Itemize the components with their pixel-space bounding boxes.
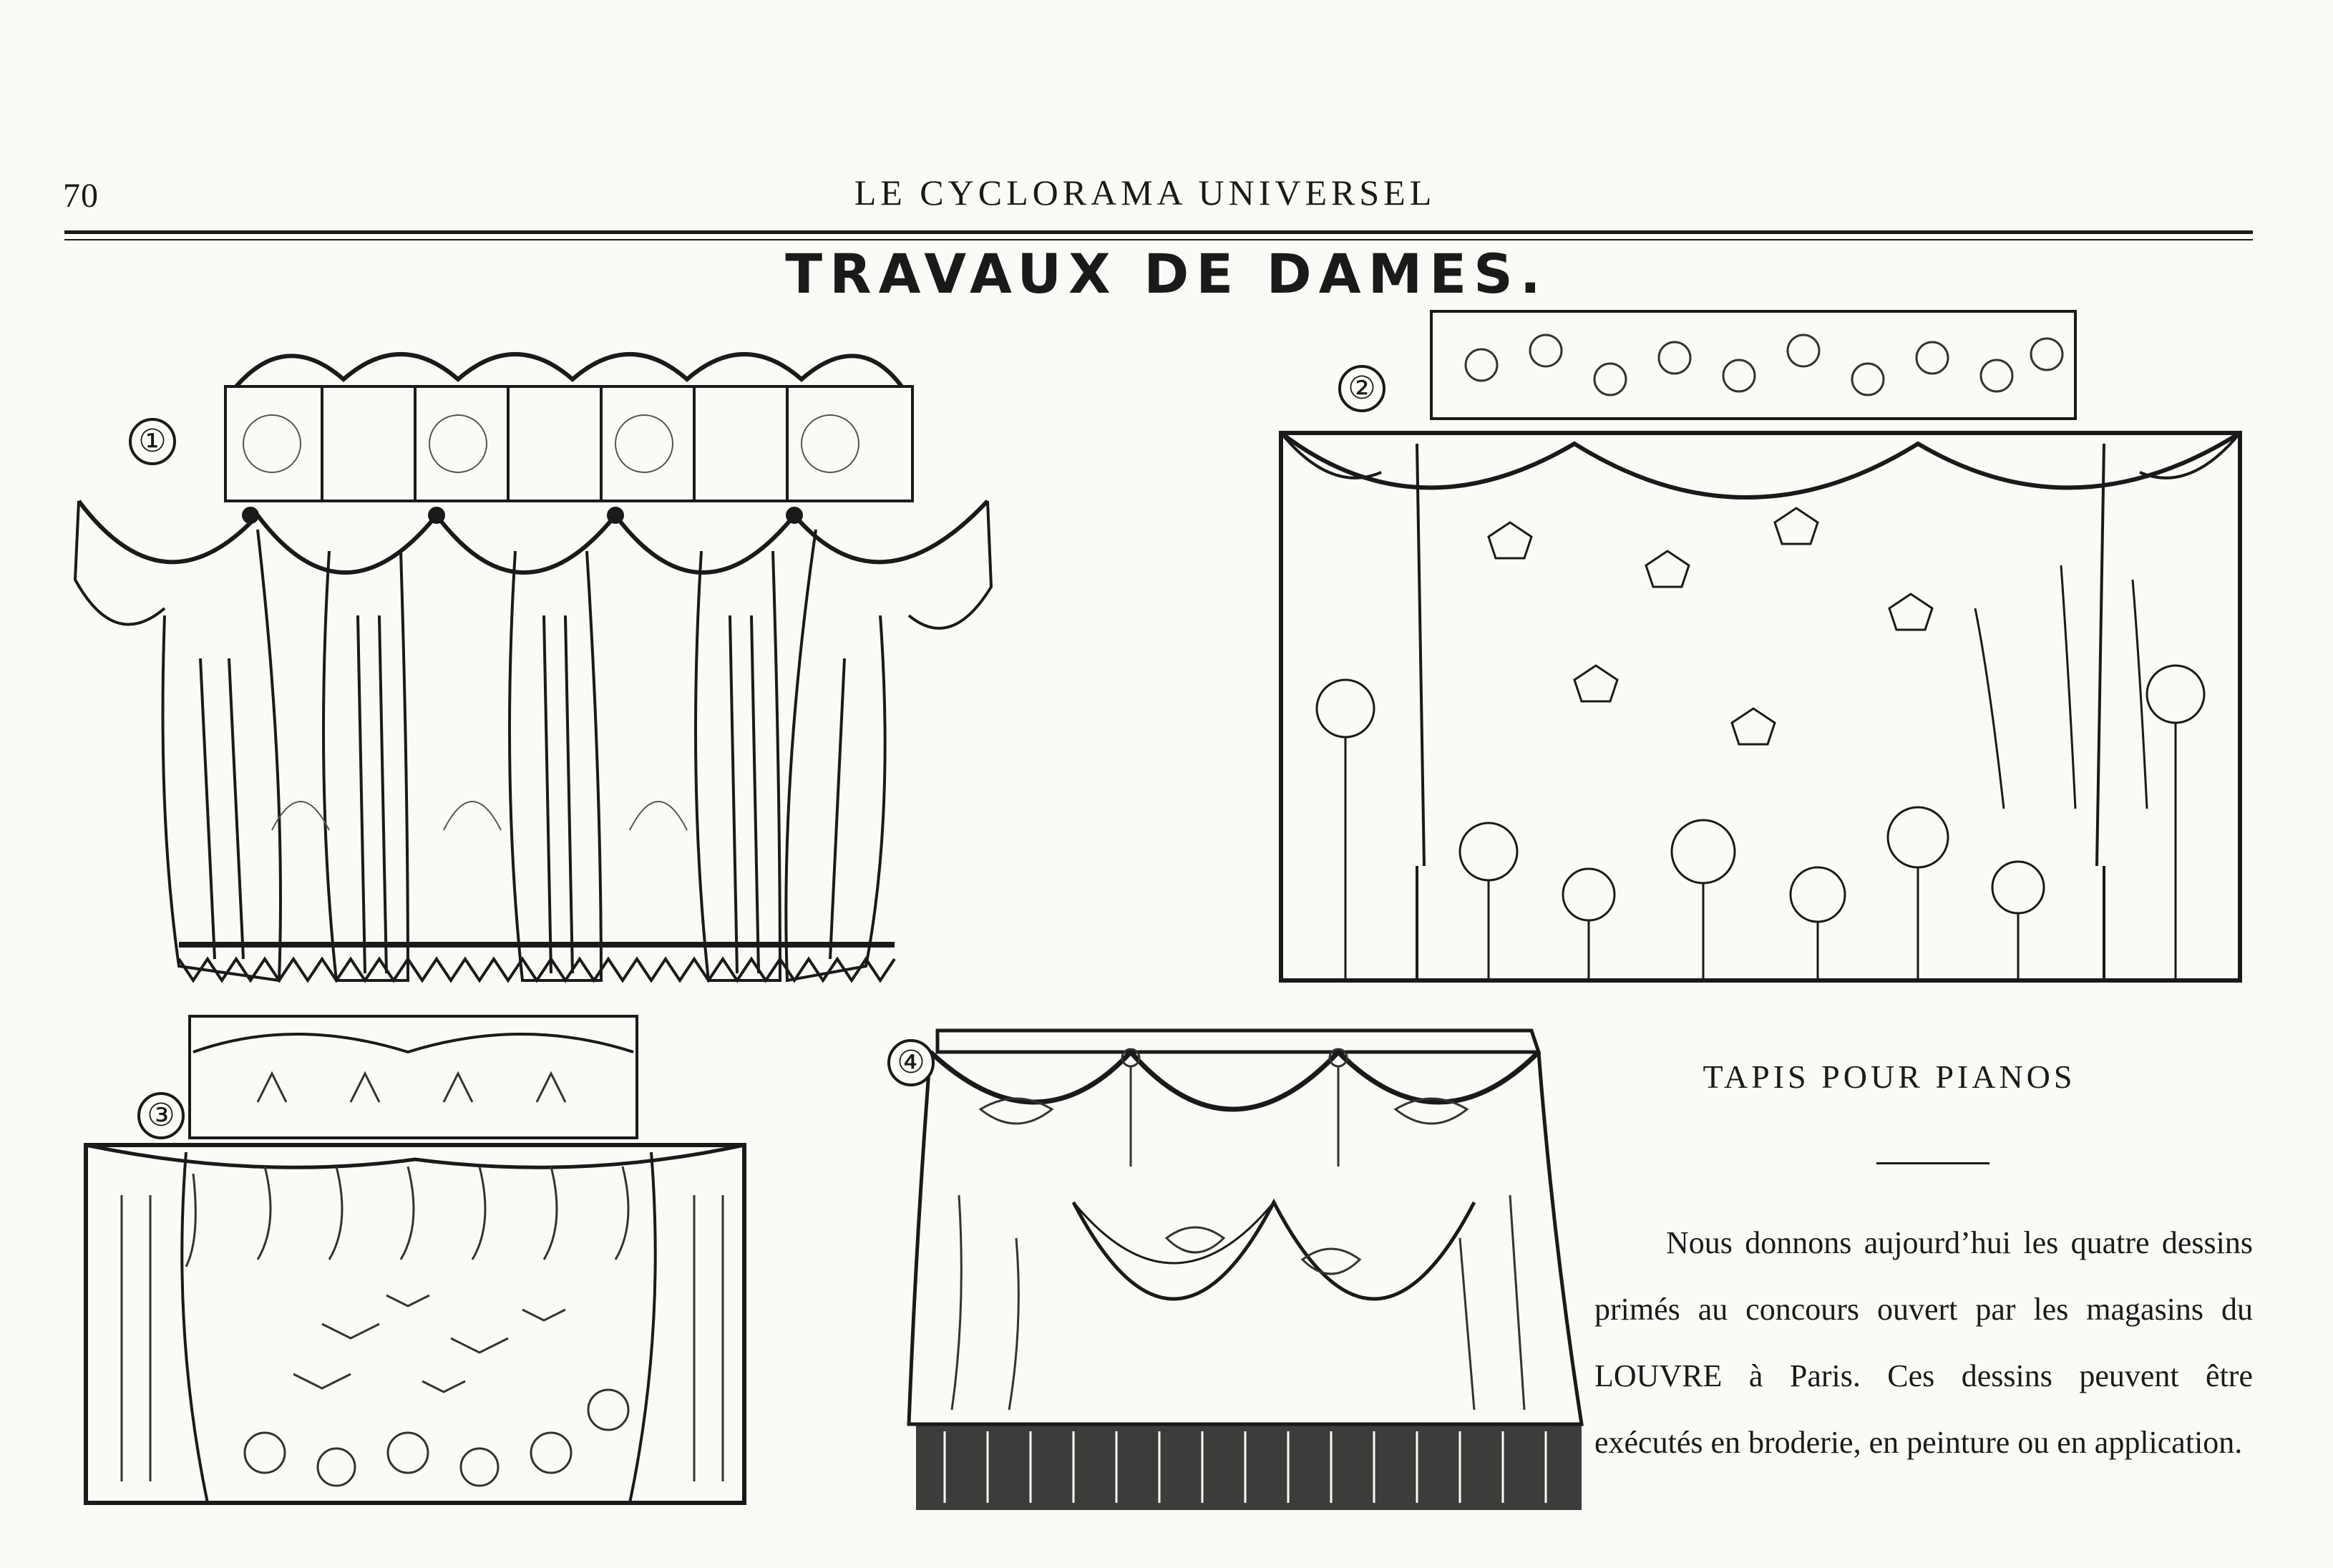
article-heading-rule	[1876, 1162, 1989, 1164]
page-number: 70	[63, 177, 99, 215]
figure-number-3: ③	[137, 1092, 185, 1139]
illustration-3-drawing	[79, 1009, 751, 1510]
figure-number-1: ①	[129, 418, 176, 465]
page-title: TRAVAUX DE DAMES.	[785, 242, 1548, 306]
illustration-2-drawing	[1274, 308, 2247, 988]
illustration-3-cover	[79, 1009, 751, 1510]
illustration-2-curtain	[1274, 308, 2247, 988]
article-body: Nous donnons aujourd’hui les quatre dessins primés au concours ouvert par les magasins du LOUVRE à Paris. Ces dessins peuvent être exécutés en broderie, en peinture ou en application.	[1594, 1225, 2253, 1460]
header-rule-thick	[64, 230, 2253, 234]
illustration-1-drawing	[72, 315, 1002, 1002]
illustration-4-cover	[895, 1023, 1596, 1524]
running-title: LE CYCLORAMA UNIVERSEL	[854, 172, 1436, 213]
illustration-4-drawing	[895, 1023, 1596, 1524]
figure-number-4: ④	[887, 1039, 935, 1086]
header-rule-thin	[64, 239, 2253, 240]
illustration-1-curtain	[72, 315, 1002, 1002]
article-heading: TAPIS POUR PIANOS	[1703, 1058, 2076, 1095]
figure-number-2: ②	[1338, 365, 1385, 412]
